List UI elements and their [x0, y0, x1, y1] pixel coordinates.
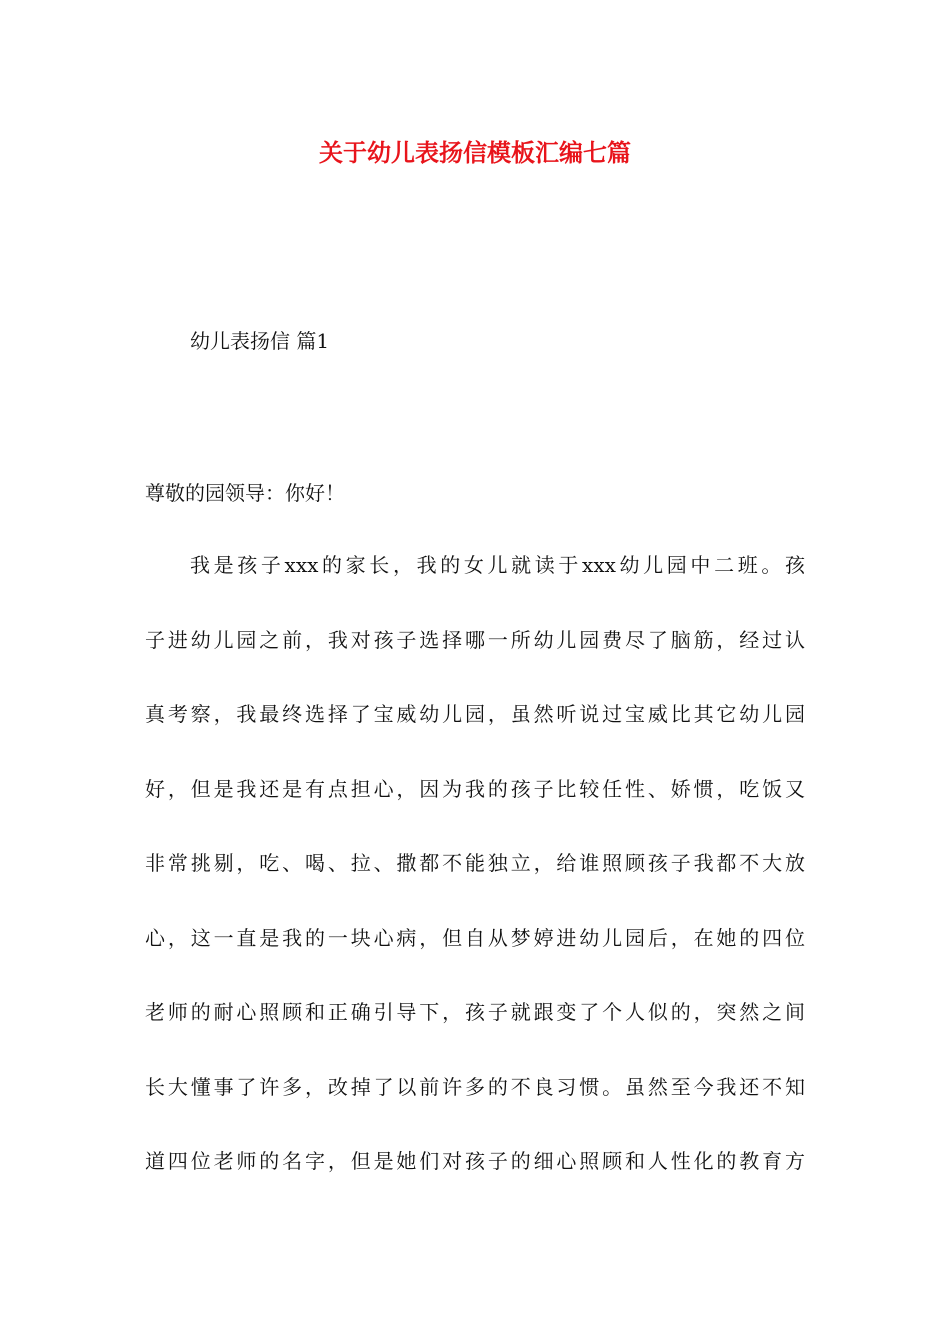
salutation: 尊敬的园领导：你好！ — [145, 481, 345, 505]
letter-body — [145, 549, 805, 1220]
section-heading: 幼儿表扬信 篇1 — [190, 329, 330, 353]
body-line: 好，但是我还是有点担心，因为我的孩子比较任性、娇惯，吃饭又 — [145, 776, 805, 801]
body-line: 心，这一直是我的一块心病，但自从梦婷进幼儿园后，在她的四位 — [145, 925, 805, 950]
body-line: 子进幼儿园之前，我对孩子选择哪一所幼儿园费尽了脑筋，经过认 — [145, 627, 805, 652]
body-line: 我是孩子xxx的家长，我的女儿就读于xxx幼儿园中二班。孩 — [190, 553, 805, 577]
body-line: 真考察，我最终选择了宝威幼儿园，虽然听说过宝威比其它幼儿园 — [145, 702, 805, 726]
document-title: 关于幼儿表扬信模板汇编七篇 — [319, 138, 631, 167]
body-line: 老师的耐心照顾和正确引导下，孩子就跟变了个人似的，突然之间 — [145, 1000, 805, 1024]
body-line: 非常挑剔，吃、喝、拉、撒都不能独立，给谁照顾孩子我都不大放 — [145, 851, 805, 875]
body-line: 道四位老师的名字，但是她们对孩子的细心照顾和人性化的教育方 — [145, 1149, 805, 1173]
body-line: 长大懂事了许多，改掉了以前许多的不良习惯。虽然至今我还不知 — [145, 1074, 805, 1099]
